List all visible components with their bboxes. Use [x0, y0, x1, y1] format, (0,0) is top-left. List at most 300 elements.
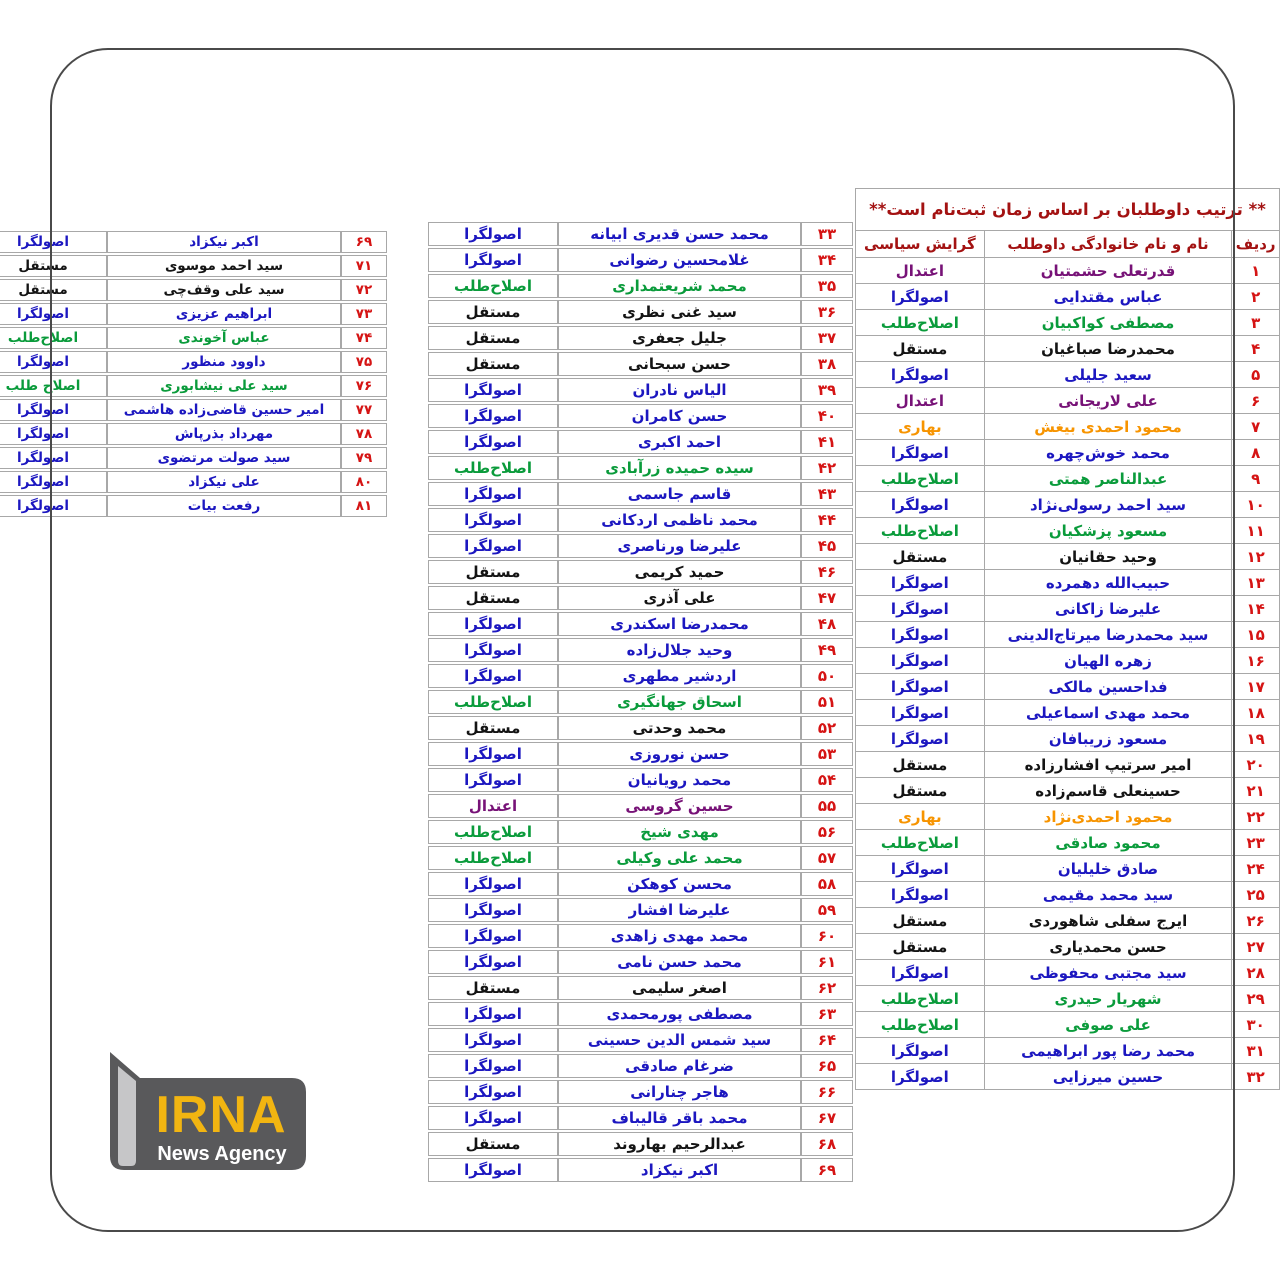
candidate-name: محمد مهدی اسماعیلی — [984, 700, 1232, 726]
candidate-row — [428, 690, 853, 714]
political-affiliation: اعتدال — [856, 258, 985, 284]
candidate-row — [0, 351, 387, 373]
candidate-row — [856, 492, 1280, 518]
row-number: ۶۷ — [801, 1106, 853, 1130]
political-affiliation: اصولگرا — [856, 362, 985, 388]
candidate-name: حسن نوروزی — [558, 742, 801, 766]
candidates-table-33-68 — [428, 220, 864, 1179]
political-affiliation: اصلاح‌طلب — [856, 518, 985, 544]
candidate-row — [856, 648, 1280, 674]
candidate-name: سیده حمیده زرآبادی — [558, 456, 801, 480]
candidate-name: حسین گروسی — [558, 794, 801, 818]
candidate-name: امیر سرتیپ افشارزاده — [984, 752, 1232, 778]
political-affiliation: اصولگرا — [856, 440, 985, 466]
candidate-row — [428, 846, 853, 870]
candidate-row — [856, 882, 1280, 908]
row-number: ۶۶ — [801, 1080, 853, 1104]
candidate-row — [856, 986, 1280, 1012]
candidate-row — [428, 1132, 853, 1156]
candidate-row — [0, 423, 387, 445]
row-number: ۴۸ — [801, 612, 853, 636]
candidate-row — [428, 352, 853, 376]
row-number: ۳۶ — [801, 300, 853, 324]
row-number: ۵ — [1232, 362, 1280, 388]
political-affiliation: اصلاح‌طلب — [428, 820, 558, 844]
candidate-row — [428, 586, 853, 610]
candidate-row — [428, 872, 853, 896]
political-affiliation: اصولگرا — [856, 622, 985, 648]
political-affiliation: اصولگرا — [428, 508, 558, 532]
row-number: ۶۲ — [801, 976, 853, 1000]
candidate-name: اکبر نیکزاد — [107, 231, 341, 253]
candidate-name: سعید جلیلی — [984, 362, 1232, 388]
political-affiliation: بهاری — [856, 804, 985, 830]
candidate-row — [856, 830, 1280, 856]
political-affiliation: اصولگرا — [428, 534, 558, 558]
political-affiliation: اعتدال — [856, 388, 985, 414]
candidate-name: داوود منظور — [107, 351, 341, 373]
political-affiliation: مستقل — [0, 255, 107, 277]
row-number: ۳۹ — [801, 378, 853, 402]
row-number: ۲۱ — [1232, 778, 1280, 804]
row-number: ۱۴ — [1232, 596, 1280, 622]
candidate-row — [856, 934, 1280, 960]
candidate-name: سید صولت مرتضوی — [107, 447, 341, 469]
candidate-name: محمدرضا صباغیان — [984, 336, 1232, 362]
row-number: ۷۹ — [341, 447, 387, 469]
candidate-name: امیر حسین قاضی‌زاده هاشمی — [107, 399, 341, 421]
row-number: ۱۱ — [1232, 518, 1280, 544]
candidate-name: علیرضا افشار — [558, 898, 801, 922]
political-affiliation: اصلاح‌طلب — [856, 830, 985, 856]
candidate-name: ابراهیم عزیزی — [107, 303, 341, 325]
political-affiliation: اصلاح‌طلب — [0, 327, 107, 349]
candidate-name: محمد علی وکیلی — [558, 846, 801, 870]
row-number: ۱۶ — [1232, 648, 1280, 674]
candidate-row — [856, 440, 1280, 466]
candidate-name: اسحاق جهانگیری — [558, 690, 801, 714]
candidate-name: محمد حسن قدیری ابیانه — [558, 222, 801, 246]
candidate-name: محمد باقر قالیباف — [558, 1106, 801, 1130]
candidate-name: محمد رویانیان — [558, 768, 801, 792]
row-number: ۴۰ — [801, 404, 853, 428]
political-affiliation: مستقل — [856, 336, 985, 362]
candidate-name: عباس آخوندی — [107, 327, 341, 349]
irna-logo — [100, 1048, 312, 1174]
candidate-row — [0, 447, 387, 469]
candidate-name: محمود احمدی بیغش — [984, 414, 1232, 440]
political-affiliation: مستقل — [0, 279, 107, 301]
candidate-row — [856, 674, 1280, 700]
candidate-name: علی نیکزاد — [107, 471, 341, 493]
candidates-table-69-81 — [0, 229, 387, 519]
candidate-name: محسن کوهکن — [558, 872, 801, 896]
candidate-row — [856, 544, 1280, 570]
candidate-name: عبدالناصر همتی — [984, 466, 1232, 492]
candidate-row — [856, 622, 1280, 648]
political-affiliation: اصلاح‌طلب — [856, 466, 985, 492]
political-affiliation: اصولگرا — [0, 471, 107, 493]
row-number: ۵۰ — [801, 664, 853, 688]
row-number: ۲۸ — [1232, 960, 1280, 986]
candidate-row — [428, 716, 853, 740]
candidate-row — [856, 960, 1280, 986]
candidate-name: محمد خوش‌چهره — [984, 440, 1232, 466]
candidate-row — [856, 362, 1280, 388]
candidate-row — [428, 638, 853, 662]
candidate-row — [428, 378, 853, 402]
candidate-row — [856, 336, 1280, 362]
row-number: ۷ — [1232, 414, 1280, 440]
political-affiliation: اصلاح‌طلب — [856, 310, 985, 336]
row-number: ۶ — [1232, 388, 1280, 414]
candidate-name: حسن کامران — [558, 404, 801, 428]
political-affiliation: اصولگرا — [428, 482, 558, 506]
row-number: ۲۶ — [1232, 908, 1280, 934]
candidate-row — [856, 596, 1280, 622]
candidate-row — [428, 222, 853, 246]
candidate-name: محمد مهدی زاهدی — [558, 924, 801, 948]
row-number: ۳۷ — [801, 326, 853, 350]
candidate-row — [428, 404, 853, 428]
row-number: ۴۱ — [801, 430, 853, 454]
candidate-row — [0, 471, 387, 493]
candidate-name: علی لاریجانی — [984, 388, 1232, 414]
candidate-name: محمد ناظمی اردکانی — [558, 508, 801, 532]
candidate-name: مصطفی کواکبیان — [984, 310, 1232, 336]
row-number: ۱۰ — [1232, 492, 1280, 518]
political-affiliation: اصولگرا — [428, 1158, 558, 1182]
candidate-row — [428, 508, 853, 532]
political-affiliation: مستقل — [428, 300, 558, 324]
political-affiliation: اصولگرا — [428, 872, 558, 896]
political-affiliation: مستقل — [428, 560, 558, 584]
candidate-name: سید احمد موسوی — [107, 255, 341, 277]
candidate-name: مصطفی پورمحمدی — [558, 1002, 801, 1026]
political-affiliation: اصولگرا — [856, 1038, 985, 1064]
row-number: ۷۶ — [341, 375, 387, 397]
political-affiliation: اعتدال — [428, 794, 558, 818]
political-affiliation: اصولگرا — [428, 430, 558, 454]
row-number: ۵۴ — [801, 768, 853, 792]
political-affiliation: اصولگرا — [428, 222, 558, 246]
political-affiliation: اصولگرا — [0, 399, 107, 421]
row-number: ۳۵ — [801, 274, 853, 298]
candidate-name: محمدرضا اسکندری — [558, 612, 801, 636]
candidate-row — [428, 768, 853, 792]
candidate-name: حسین میرزایی — [984, 1064, 1232, 1090]
candidate-name: اکبر نیکزاد — [558, 1158, 801, 1182]
row-number: ۳۲ — [1232, 1064, 1280, 1090]
candidate-name: محمود صادقی — [984, 830, 1232, 856]
candidate-name: حسینعلی قاسم‌زاده — [984, 778, 1232, 804]
row-number: ۲۹ — [1232, 986, 1280, 1012]
candidate-name: محمد رضا پور ابراهیمی — [984, 1038, 1232, 1064]
row-number: ۳ — [1232, 310, 1280, 336]
candidate-row — [428, 534, 853, 558]
candidates-table — [0, 229, 387, 519]
candidate-name: فداحسین مالکی — [984, 674, 1232, 700]
row-number: ۲۰ — [1232, 752, 1280, 778]
political-affiliation: مستقل — [856, 908, 985, 934]
candidate-row — [428, 1002, 853, 1026]
candidate-row — [428, 560, 853, 584]
candidate-name: سید محمدرضا میرتاج‌الدینی — [984, 622, 1232, 648]
row-number: ۵۷ — [801, 846, 853, 870]
candidate-name: حبیب‌الله دهمرده — [984, 570, 1232, 596]
political-affiliation: اصلاح‌طلب — [856, 1012, 985, 1038]
candidate-name: محمود احمدی‌نژاد — [984, 804, 1232, 830]
row-number: ۶۱ — [801, 950, 853, 974]
political-affiliation: اصلاح‌طلب — [428, 456, 558, 480]
row-number: ۴۷ — [801, 586, 853, 610]
candidate-row — [428, 1158, 853, 1182]
candidate-row — [428, 612, 853, 636]
row-number: ۴۶ — [801, 560, 853, 584]
candidate-name: مسعود زریبافان — [984, 726, 1232, 752]
row-number: ۶۸ — [801, 1132, 853, 1156]
candidate-name: محمد حسن نامی — [558, 950, 801, 974]
candidate-row — [0, 495, 387, 517]
row-number: ۶۴ — [801, 1028, 853, 1052]
candidate-row — [428, 898, 853, 922]
row-number: ۷۴ — [341, 327, 387, 349]
row-number: ۵۸ — [801, 872, 853, 896]
political-affiliation: اصولگرا — [856, 1064, 985, 1090]
registration-order-note: ** ترتیب داوطلبان بر اساس زمان ثبت‌نام است** — [856, 189, 1280, 231]
row-number: ۶۳ — [801, 1002, 853, 1026]
candidate-row — [428, 1054, 853, 1078]
political-affiliation: اصلاح‌طلب — [856, 986, 985, 1012]
candidate-row — [856, 778, 1280, 804]
column-header-political-affiliation: گرایش سیاسی — [856, 231, 985, 258]
candidate-name: اصغر سلیمی — [558, 976, 801, 1000]
candidate-name: مسعود پزشکیان — [984, 518, 1232, 544]
row-number: ۳۴ — [801, 248, 853, 272]
row-number: ۴۹ — [801, 638, 853, 662]
political-affiliation: اصلاح‌طلب — [428, 690, 558, 714]
candidate-name: رفعت بیات — [107, 495, 341, 517]
candidates-table-1-32 — [855, 188, 1280, 1090]
row-number: ۳۰ — [1232, 1012, 1280, 1038]
candidate-name: غلامحسین رضوانی — [558, 248, 801, 272]
candidate-name: هاجر چنارانی — [558, 1080, 801, 1104]
column-header-candidate-name: نام و نام خانوادگی داوطلب — [984, 231, 1232, 258]
political-affiliation: مستقل — [428, 586, 558, 610]
row-number: ۶۹ — [801, 1158, 853, 1182]
candidate-name: سید شمس الدین حسینی — [558, 1028, 801, 1052]
candidate-name: علیرضا زاکانی — [984, 596, 1232, 622]
row-number: ۴۵ — [801, 534, 853, 558]
candidate-row — [856, 310, 1280, 336]
candidate-name: وحید جلال‌زاده — [558, 638, 801, 662]
row-number: ۵۶ — [801, 820, 853, 844]
row-number: ۳۳ — [801, 222, 853, 246]
political-affiliation: اصولگرا — [0, 423, 107, 445]
political-affiliation: اصولگرا — [428, 1054, 558, 1078]
candidate-row — [856, 570, 1280, 596]
row-number: ۱۹ — [1232, 726, 1280, 752]
candidate-name: سید علی نیشابوری — [107, 375, 341, 397]
political-affiliation: اصولگرا — [428, 638, 558, 662]
candidate-name: سید غنی نظری — [558, 300, 801, 324]
candidate-name: محمد شریعتمداری — [558, 274, 801, 298]
political-affiliation: اصولگرا — [428, 898, 558, 922]
political-affiliation: اصولگرا — [0, 351, 107, 373]
row-number: ۶۵ — [801, 1054, 853, 1078]
irna-logo-pole — [118, 1066, 136, 1166]
candidate-row — [0, 399, 387, 421]
candidate-row — [856, 518, 1280, 544]
row-number: ۵۱ — [801, 690, 853, 714]
candidate-row — [856, 1064, 1280, 1090]
row-number: ۱۵ — [1232, 622, 1280, 648]
political-affiliation: اصولگرا — [0, 447, 107, 469]
political-affiliation: مستقل — [428, 716, 558, 740]
political-affiliation: اصولگرا — [856, 960, 985, 986]
candidate-name: محمد وحدتی — [558, 716, 801, 740]
candidate-row — [428, 430, 853, 454]
row-number: ۲۳ — [1232, 830, 1280, 856]
candidate-name: شهریار حیدری — [984, 986, 1232, 1012]
political-affiliation: اصلاح‌طلب — [428, 274, 558, 298]
row-number: ۷۲ — [341, 279, 387, 301]
political-affiliation: اصلاح طلب — [0, 375, 107, 397]
candidate-row — [856, 908, 1280, 934]
candidate-row — [856, 1038, 1280, 1064]
row-number: ۵۳ — [801, 742, 853, 766]
political-affiliation: اصلاح‌طلب — [428, 846, 558, 870]
political-affiliation: اصولگرا — [856, 700, 985, 726]
candidate-row — [428, 742, 853, 766]
candidates-table — [855, 188, 1280, 1090]
row-number: ۱ — [1232, 258, 1280, 284]
row-number: ۸ — [1232, 440, 1280, 466]
candidate-row — [428, 300, 853, 324]
candidate-name: حسن سبحانی — [558, 352, 801, 376]
candidate-name: حمید کریمی — [558, 560, 801, 584]
candidate-name: عبدالرحیم بهاروند — [558, 1132, 801, 1156]
candidate-row — [428, 326, 853, 350]
row-number: ۲ — [1232, 284, 1280, 310]
political-affiliation: اصولگرا — [0, 231, 107, 253]
political-affiliation: اصولگرا — [428, 612, 558, 636]
candidate-row — [428, 248, 853, 272]
row-number: ۴۴ — [801, 508, 853, 532]
row-number: ۷۱ — [341, 255, 387, 277]
candidate-row — [428, 456, 853, 480]
candidate-row — [428, 1028, 853, 1052]
political-affiliation: مستقل — [856, 544, 985, 570]
candidate-row — [856, 284, 1280, 310]
candidate-row — [428, 924, 853, 948]
candidate-row — [856, 466, 1280, 492]
candidate-row — [428, 794, 853, 818]
political-affiliation: اصولگرا — [856, 284, 985, 310]
political-affiliation: بهاری — [856, 414, 985, 440]
political-affiliation: اصولگرا — [856, 648, 985, 674]
political-affiliation: اصولگرا — [428, 248, 558, 272]
candidate-row — [428, 274, 853, 298]
row-number: ۷۷ — [341, 399, 387, 421]
row-number: ۱۳ — [1232, 570, 1280, 596]
irna-logo-subtitle: News Agency — [157, 1143, 287, 1165]
candidate-name: علی آذری — [558, 586, 801, 610]
political-affiliation: مستقل — [428, 1132, 558, 1156]
candidate-name: الیاس نادران — [558, 378, 801, 402]
political-affiliation: اصولگرا — [428, 742, 558, 766]
row-number: ۱۸ — [1232, 700, 1280, 726]
row-number: ۵۵ — [801, 794, 853, 818]
row-number: ۸۱ — [341, 495, 387, 517]
row-number: ۲۵ — [1232, 882, 1280, 908]
candidate-name: وحید حقانیان — [984, 544, 1232, 570]
candidate-name: حسن محمدیاری — [984, 934, 1232, 960]
candidate-name: عباس مقتدایی — [984, 284, 1232, 310]
candidate-row — [428, 1106, 853, 1130]
row-number: ۳۱ — [1232, 1038, 1280, 1064]
political-affiliation: مستقل — [428, 976, 558, 1000]
row-number: ۶۹ — [341, 231, 387, 253]
row-number: ۵۲ — [801, 716, 853, 740]
candidate-name: مهرداد بذرپاش — [107, 423, 341, 445]
candidate-name: سید احمد رسولی‌نژاد — [984, 492, 1232, 518]
candidate-row — [856, 258, 1280, 284]
political-affiliation: مستقل — [856, 752, 985, 778]
candidate-row — [0, 375, 387, 397]
candidate-name: سید مجتبی محفوظی — [984, 960, 1232, 986]
political-affiliation: مستقل — [428, 326, 558, 350]
political-affiliation: اصولگرا — [428, 378, 558, 402]
column-header-row-number: ردیف — [1232, 231, 1280, 258]
political-affiliation: اصولگرا — [856, 570, 985, 596]
row-number: ۴۳ — [801, 482, 853, 506]
political-affiliation: اصولگرا — [856, 882, 985, 908]
row-number: ۵۹ — [801, 898, 853, 922]
candidate-name: ضرغام صادقی — [558, 1054, 801, 1078]
candidate-row — [428, 950, 853, 974]
political-affiliation: اصولگرا — [428, 404, 558, 428]
irna-logo-title: IRNA — [155, 1086, 287, 1144]
candidate-name: اردشیر مطهری — [558, 664, 801, 688]
political-affiliation: اصولگرا — [428, 1106, 558, 1130]
candidate-name: جلیل جعفری — [558, 326, 801, 350]
row-number: ۳۸ — [801, 352, 853, 376]
political-affiliation: اصولگرا — [0, 303, 107, 325]
candidate-row — [856, 752, 1280, 778]
row-number: ۷۳ — [341, 303, 387, 325]
political-affiliation: اصولگرا — [0, 495, 107, 517]
candidate-row — [428, 976, 853, 1000]
candidate-row — [0, 303, 387, 325]
political-affiliation: اصولگرا — [428, 768, 558, 792]
candidate-row — [0, 255, 387, 277]
candidate-name: ایرج سفلی شاهوردی — [984, 908, 1232, 934]
candidate-name: زهره الهیان — [984, 648, 1232, 674]
candidate-row — [856, 1012, 1280, 1038]
candidate-row — [856, 726, 1280, 752]
political-affiliation: اصولگرا — [856, 856, 985, 882]
row-number: ۱۲ — [1232, 544, 1280, 570]
political-affiliation: اصولگرا — [856, 726, 985, 752]
row-number: ۱۷ — [1232, 674, 1280, 700]
candidate-row — [428, 1080, 853, 1104]
candidate-row — [428, 820, 853, 844]
candidate-row — [428, 482, 853, 506]
row-number: ۲۷ — [1232, 934, 1280, 960]
candidate-name: سید محمد مقیمی — [984, 882, 1232, 908]
candidate-name: سید علی وقف‌چی — [107, 279, 341, 301]
